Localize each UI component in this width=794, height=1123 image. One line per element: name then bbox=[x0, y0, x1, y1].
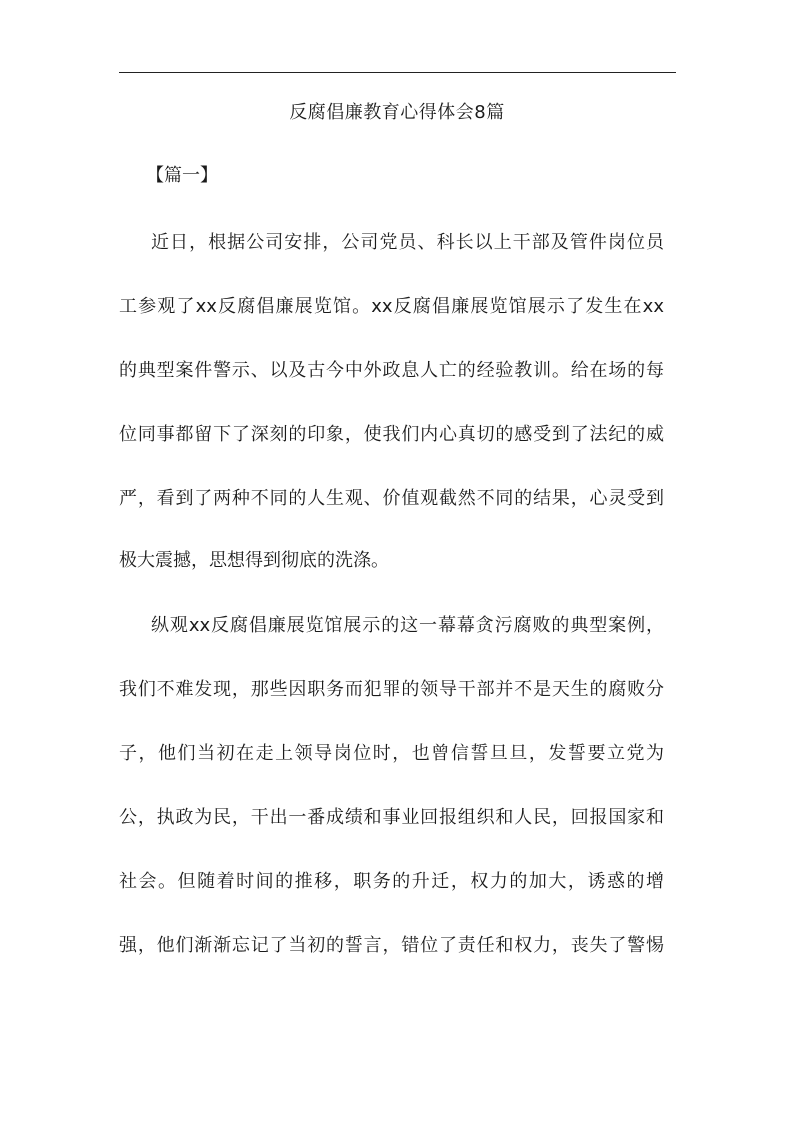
paragraph-line: 社会。但随着时间的推移，职务的升迁，权力的加大，诱惑的增 bbox=[119, 871, 664, 892]
document-title: 反腐倡廉教育心得体会8篇 bbox=[289, 102, 505, 123]
section-heading: 【篇一】 bbox=[146, 165, 218, 186]
paragraph-line: 位同事都留下了深刻的印象，使我们内心真切的感受到了法纪的威 bbox=[119, 424, 664, 445]
paragraph-line: 极大震撼，思想得到彻底的洗涤。 bbox=[119, 550, 389, 571]
paragraph-line: 子，他们当初在走上领导岗位时，也曾信誓旦旦，发誓要立党为 bbox=[119, 743, 664, 764]
paragraph-line: 工参观了xx反腐倡廉展览馆。xx反腐倡廉展览馆展示了发生在xx bbox=[119, 296, 664, 317]
paragraph-line: 严，看到了两种不同的人生观、价值观截然不同的结果，心灵受到 bbox=[119, 488, 664, 509]
paragraph-line: 纵观xx反腐倡廉展览馆展示的这一幕幕贪污腐败的典型案例， bbox=[151, 615, 664, 636]
paragraph-line: 公，执政为民，干出一番成绩和事业回报组织和人民，回报国家和 bbox=[119, 807, 664, 828]
paragraph-line: 的典型案件警示、以及古今中外政息人亡的经验教训。给在场的每 bbox=[119, 360, 664, 381]
header-rule bbox=[119, 72, 676, 73]
paragraph-line: 强，他们渐渐忘记了当初的誓言，错位了责任和权力，丧失了警惕 bbox=[119, 935, 664, 956]
paragraph-line: 近日，根据公司安排，公司党员、科长以上干部及管件岗位员 bbox=[151, 232, 664, 253]
paragraph-line: 我们不难发现，那些因职务而犯罪的领导干部并不是天生的腐败分 bbox=[119, 679, 664, 700]
